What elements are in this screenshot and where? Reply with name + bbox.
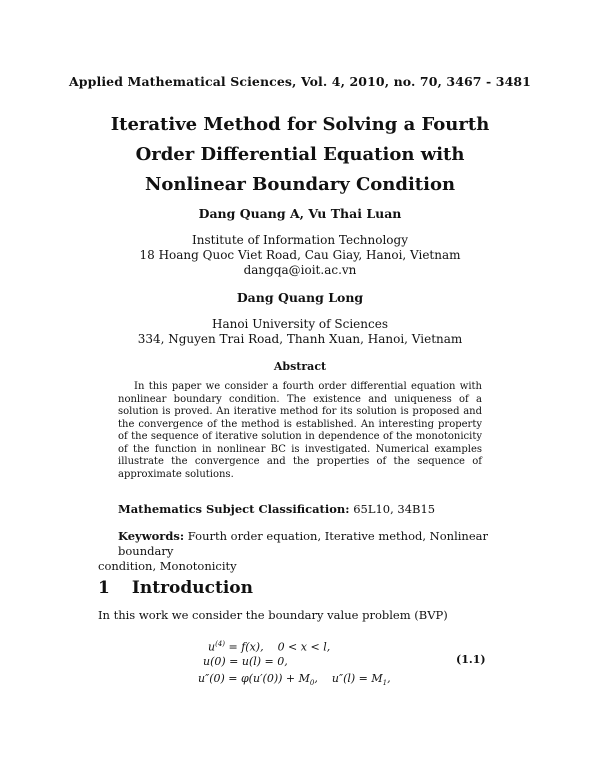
msc-line [118,502,435,516]
section-number: 1 [98,578,110,598]
equation-line-1: $u^{(4)} = f(x)$, 0 < x < l, [208,640,331,654]
affiliation-1-email: dangqa@ioit.ac.vn [243,263,357,277]
journal-citation: Applied Mathematical Sciences, Vol. 4, 2010, no. 70, 3467 - 3481 [69,74,531,89]
keywords-value-1: Fourth order equation, Iterative method, Nonlinear boundary [118,529,488,558]
affiliation-1-institution: Institute of Information Technology [192,233,408,247]
affiliation-2-address: 334, Nguyen Trai Road, Thanh Xuan, Hanoi, Vietnam [137,332,463,346]
keywords-block [98,529,494,574]
paper-title-line-3: Nonlinear Boundary Condition [144,174,456,195]
keywords-label: Keywords: [118,529,185,543]
intro-paragraph: In this work we consider the boundary value problem (BVP) [98,608,448,622]
affiliation-1-address: 18 Hoang Quoc Viet Road, Cau Giay, Hanoi, Vietnam [139,248,461,262]
abstract-text: In this paper we consider a fourth order differential equation with nonlinear boundary condition. The existence and uniqueness of a solution is proved. An iterative method for its solution is proposed and the convergence of the method is established. An interesting property of the sequence of iterative solution in dependence of the monotonicity of the function in nonlinear BC is investigated. Numerical examples illustrate the convergence and the properties of the sequence of approximate solutions. [118,381,482,480]
msc-label: Mathematics Subject Classification: [118,502,350,516]
abstract-heading: Abstract [273,360,327,373]
affiliation-1 [0,233,600,278]
author-names-1: Dang Quang A, Vu Thai Luan [198,206,402,221]
author-names-2: Dang Quang Long [236,290,364,305]
msc-value: 65L10, 34B15 [353,502,436,516]
equation-number: (1.1) [456,653,486,666]
affiliation-2-institution: Hanoi University of Sciences [211,317,388,331]
section-heading [98,578,253,598]
keywords-value-2: condition, Monotonicity [98,559,237,573]
paper-title-line-2: Order Differential Equation with [135,144,465,165]
equation-line-3: $u''(0) = \varphi(u'(0)) + M_0$, $u''(l) = M_1$, [198,672,391,688]
affiliation-2 [0,317,600,347]
section-title: Introduction [131,578,253,598]
paper-title-line-1: Iterative Method for Solving a Fourth [110,114,490,135]
equation-line-2: u(0) = u(l) = 0, [203,655,288,668]
